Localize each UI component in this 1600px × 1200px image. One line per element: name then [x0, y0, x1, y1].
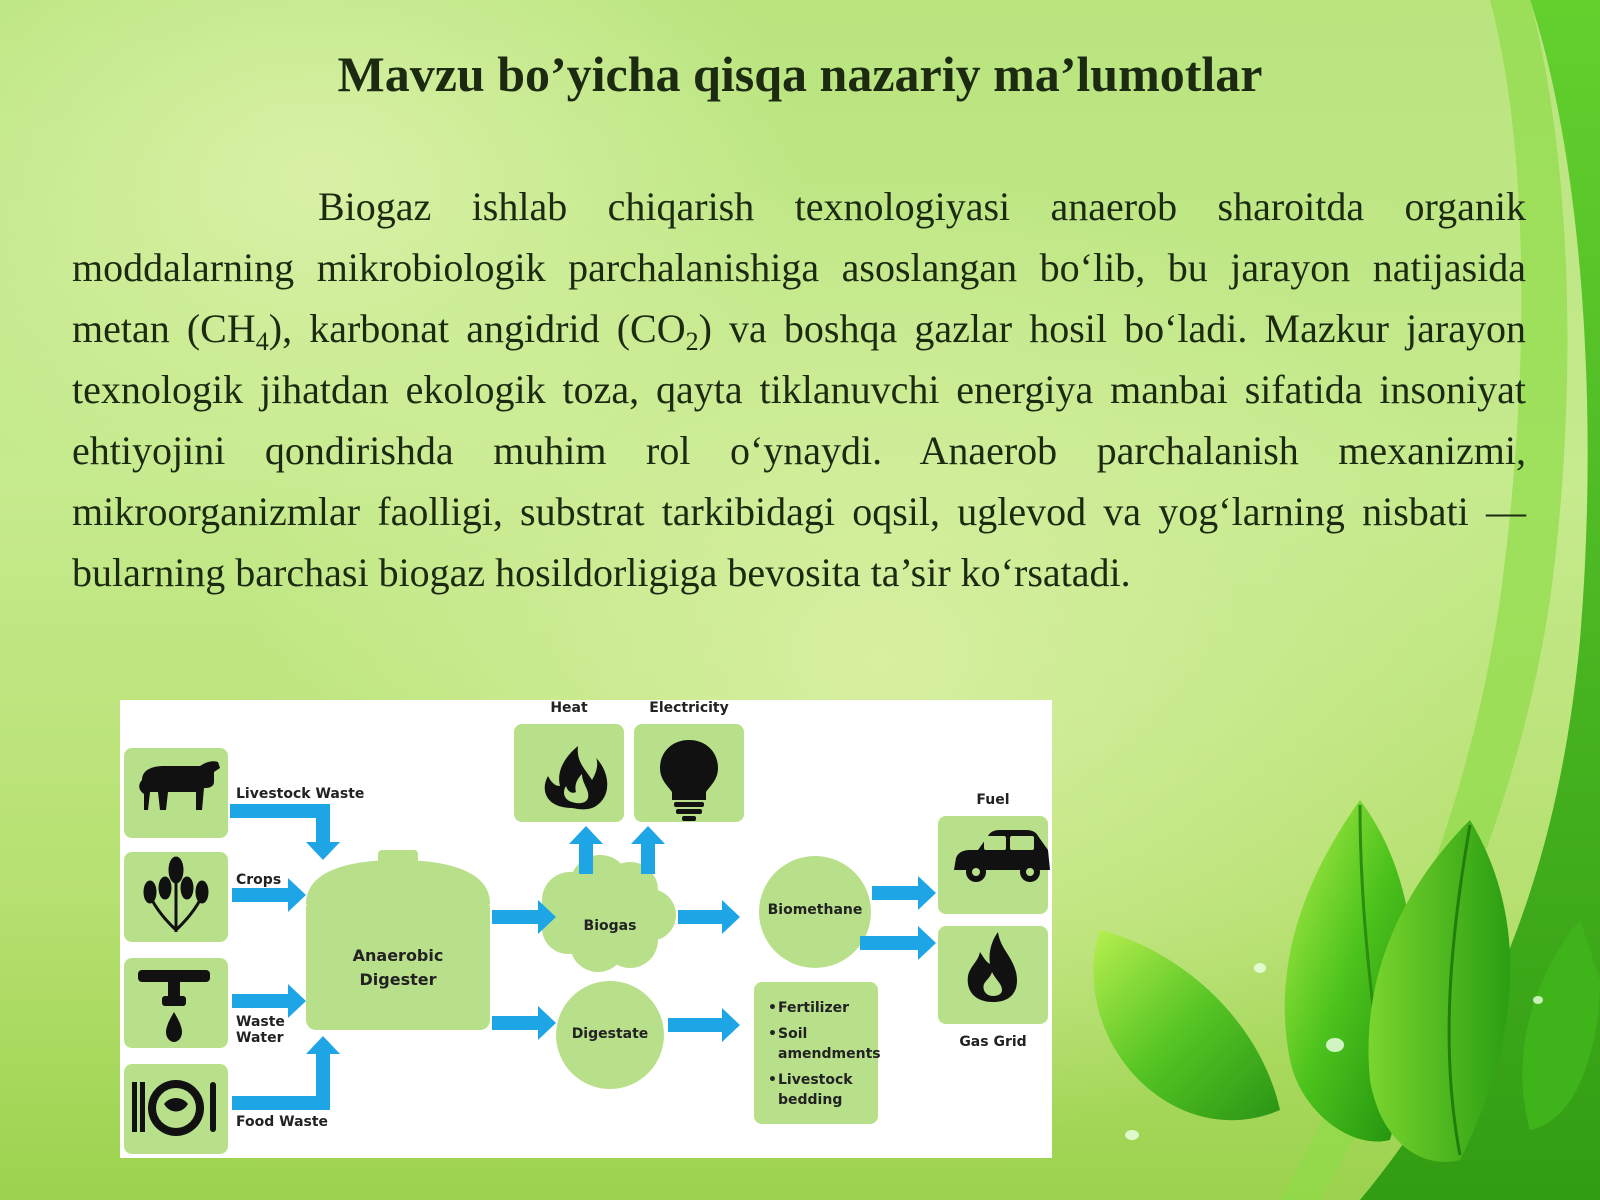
crops-label: Crops	[236, 872, 282, 888]
gas-grid-label: Gas Grid	[959, 1034, 1027, 1050]
biomethane-label: Biomethane	[767, 902, 863, 918]
food-waste-label: Food Waste	[236, 1114, 329, 1130]
waste-water-label: Waste Water	[236, 1014, 285, 1046]
biogas-process-diagram	[120, 700, 1052, 1158]
paragraph-part-1: Biogaz ishlab chiqarish texnologiyasi anaerob sharoitda organik moddalarning mikrobiologik parchalanishiga asoslangan bo‘lib, bu jarayon natijasida metan (CH	[72, 184, 1526, 351]
use-soil-amendments: • Soil amendments	[768, 1024, 888, 1064]
use-fertilizer: • Fertilizer	[768, 998, 888, 1018]
subscript-2: 2	[685, 327, 699, 356]
livestock-waste-label: Livestock Waste	[236, 786, 365, 802]
digester-lid	[306, 860, 490, 904]
digestate-uses-list	[768, 998, 888, 1116]
body-paragraph	[72, 176, 1526, 603]
electricity-label: Electricity	[649, 700, 729, 716]
slide-title: Mavzu bo’yicha qisqa nazariy ma’lumotlar	[337, 46, 1263, 102]
biogas-cloud	[542, 855, 676, 972]
use-livestock-bedding: • Livestock bedding	[768, 1070, 888, 1110]
anaerobic-digester-label: Anaerobic Digester	[352, 946, 444, 989]
biogas-label: Biogas	[583, 918, 637, 934]
heat-label: Heat	[550, 700, 588, 716]
digestate-label: Digestate	[571, 1026, 649, 1042]
paragraph-part-3: ) va boshqa gazlar hosil bo‘ladi. Mazkur jarayon texnologik jihatdan ekologik toza, qayta tiklanuvchi energiya manbai sifatida insoniyat ehtiyojini qondirishda muhim rol o‘ynaydi. Anaerob parchalanish mexanizmi, mikroorganizmlar faolligi, substrat tarkibidagi oqsil, uglevod va yog‘larning nisbati — bularning barchasi biogaz hosildorligiga bevosita ta’sir ko‘rsatadi.	[72, 306, 1526, 595]
paragraph-part-2: ), karbonat angidrid (CO	[268, 306, 686, 351]
fuel-label: Fuel	[976, 792, 1010, 808]
subscript-4: 4	[255, 327, 269, 356]
